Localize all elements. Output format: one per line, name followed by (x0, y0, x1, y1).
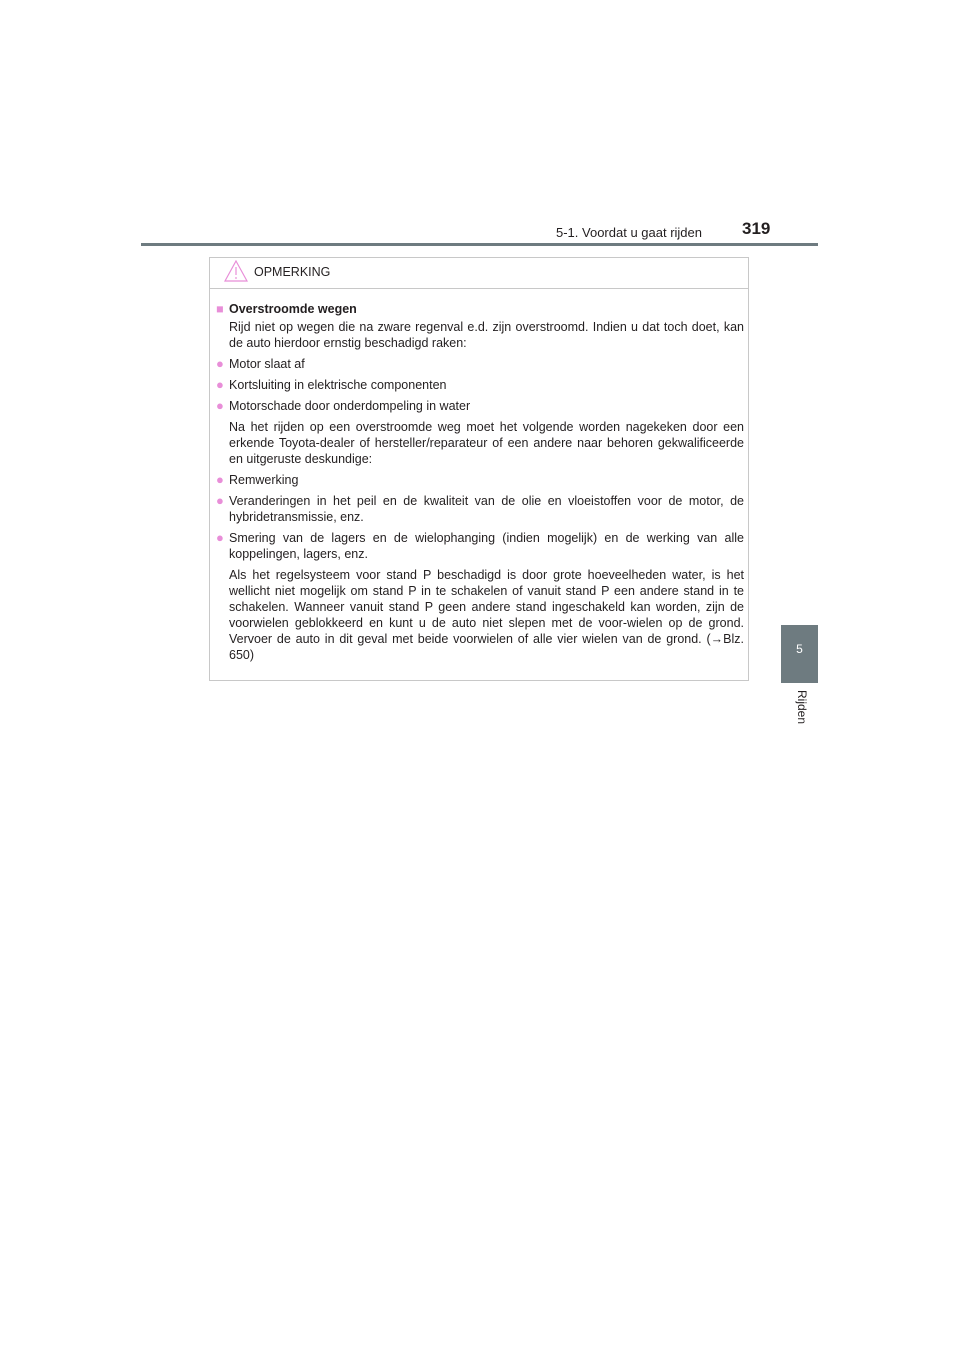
chapter-tab[interactable] (781, 625, 818, 683)
bullet-dot-icon: ● (216, 530, 224, 545)
intro-paragraph: Rijd niet op wegen die na zware regenval e.d. zijn overstroomd. Indien u dat toch doet, kan de auto hierdoor ernstig beschadigd raken: (229, 320, 744, 350)
chapter-tab-number: 5 (796, 642, 803, 656)
list-item-text: Smering van de lagers en de wielophanging (indien mogelijk) en de werking van alle koppelingen, lagers, enz. (229, 531, 744, 561)
list-item-text: Veranderingen in het peil en de kwaliteit van de olie en vloeistoffen voor de motor, de hybridetransmissie, enz. (229, 494, 744, 524)
bullet-dot-icon: ● (216, 493, 224, 508)
square-bullet-icon: ■ (216, 302, 224, 316)
bullet-dot-icon: ● (216, 377, 224, 392)
warning-triangle-icon (224, 260, 248, 282)
list-item (216, 493, 744, 525)
list-item (216, 530, 744, 562)
chapter-tab-label: Rijden (795, 690, 809, 725)
list-item (216, 472, 744, 488)
closing-paragraph: Als het regelsysteem voor stand P beschadigd is door grote hoeveelheden water, is het wellicht niet mogelijk om stand P in te schakelen of vanuit stand P een andere stand in te schakelen. Wanneer vanuit stand P geen andere stand ingeschakeld kan worden, zijn de voorwielen geblokkeerd en kunt u de auto niet slepen met de voor-wielen op de grond. Vervoer de auto in dit geval met beide voorwielen of alle vier wielen van de grond. (→Blz. 650) (229, 568, 744, 662)
list-item-text: Motorschade door onderdompeling in water (229, 399, 471, 413)
page-number: 319 (742, 219, 771, 238)
list-item (216, 356, 744, 372)
list-item (216, 377, 744, 393)
section-title (216, 301, 744, 317)
bullet-dot-icon: ● (216, 398, 224, 413)
list-item-text: Remwerking (229, 473, 299, 487)
bullet-dot-icon: ● (216, 356, 224, 371)
notice-box (209, 257, 749, 681)
notice-body (216, 301, 744, 668)
bullet-dot-icon: ● (216, 472, 224, 487)
section-title-text: Overstroomde wegen (229, 302, 357, 316)
list-item-text: Kortsluiting in elektrische componenten (229, 378, 447, 392)
list-item (216, 398, 744, 414)
chapter-heading: 5-1. Voordat u gaat rijden (556, 225, 702, 240)
notice-title: OPMERKING (254, 265, 331, 279)
check-intro-paragraph: Na het rijden op een overstroomde weg moet het volgende worden nagekeken door een erkende Toyota-dealer of hersteller/reparateur of een andere naar behoren gekwalificeerde en uitgeruste deskundige: (229, 420, 744, 466)
list-item-text: Motor slaat af (229, 357, 305, 371)
notice-header (210, 258, 748, 289)
header-divider (141, 243, 818, 246)
